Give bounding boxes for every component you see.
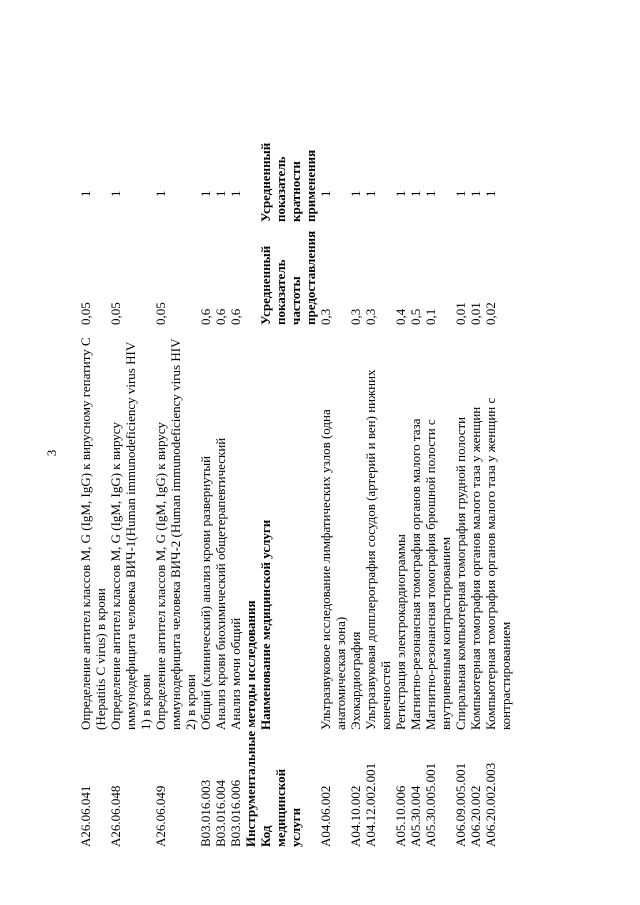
multiplicity-value: 1 bbox=[423, 190, 438, 197]
header-name: Наименование медицинской услуги bbox=[258, 519, 273, 730]
frequency-value: 0,05 bbox=[108, 302, 123, 325]
table-row bbox=[318, 47, 348, 847]
service-name: Ультразвуковое исследование лимфатических узлов (одна анатомическая зона) bbox=[318, 409, 348, 730]
multiplicity-value: 1 bbox=[228, 190, 243, 197]
multiplicity-value: 1 bbox=[78, 190, 93, 197]
services-table bbox=[78, 47, 513, 847]
service-code: A05.30.004 bbox=[408, 785, 423, 847]
multiplicity-value: 1 bbox=[363, 190, 378, 197]
frequency-value: 0,05 bbox=[78, 302, 93, 325]
service-code: A06.20.002 bbox=[468, 785, 483, 847]
multiplicity-value: 1 bbox=[108, 190, 123, 197]
header-multiplicity: Усредненный показатель кратности применения bbox=[258, 142, 318, 222]
service-name: Компьютерная томография органов малого таза у женщин с контрастированием bbox=[483, 397, 513, 730]
service-code: B03.016.004 bbox=[213, 779, 228, 847]
service-code: A26.06.048 bbox=[108, 785, 123, 847]
frequency-value: 0,02 bbox=[483, 302, 498, 325]
service-code: A04.10.002 bbox=[348, 785, 363, 847]
service-name: Анализ крови биохимический общетерапевтический bbox=[213, 437, 228, 730]
service-name: Эхокардиография bbox=[348, 631, 363, 730]
table-row bbox=[108, 47, 153, 847]
multiplicity-value: 1 bbox=[348, 190, 363, 197]
service-name: Спиральная компьютерная томография грудной полости bbox=[453, 416, 468, 730]
frequency-value: 0,6 bbox=[213, 308, 228, 325]
frequency-value: 0,01 bbox=[453, 302, 468, 325]
service-name: Магнитно-резонансная томография брюшной полости с внутривенным контрастированием bbox=[423, 419, 453, 730]
table-row bbox=[393, 47, 408, 847]
multiplicity-value: 1 bbox=[198, 190, 213, 197]
table-row bbox=[408, 47, 423, 847]
service-name: Компьютерная томография органов малого таза у женщин bbox=[468, 406, 483, 730]
service-name: Ультразвуковая допплерография сосудов (артерий и вен) нижних конечностей bbox=[363, 369, 393, 730]
service-code: A26.06.049 bbox=[153, 785, 168, 847]
service-code: A04.12.002.001 bbox=[363, 762, 378, 847]
table-row bbox=[213, 47, 228, 847]
service-code: A06.09.005.001 bbox=[453, 762, 468, 847]
service-name: Регистрация электрокардиограммы bbox=[393, 534, 408, 730]
service-name: Анализ мочи общий bbox=[228, 617, 243, 730]
multiplicity-value: 1 bbox=[468, 190, 483, 197]
table-row bbox=[78, 47, 108, 847]
service-code: A05.30.005.001 bbox=[423, 762, 438, 847]
service-name: Общий (клинический) анализ крови развернутый bbox=[198, 455, 213, 730]
table-row bbox=[198, 47, 213, 847]
multiplicity-value: 1 bbox=[408, 190, 423, 197]
service-code: B03.016.006 bbox=[228, 779, 243, 847]
frequency-value: 0,3 bbox=[318, 308, 333, 325]
frequency-value: 0,6 bbox=[198, 308, 213, 325]
frequency-value: 0,1 bbox=[423, 308, 438, 325]
frequency-value: 0,05 bbox=[153, 302, 168, 325]
service-name: Определение антител классов M, G (IgM, IgG) к вирусу иммунодефицита человека ВИЧ-2 (Human immunodeficiency virus HIV 2) в крови bbox=[153, 338, 198, 730]
table-row bbox=[348, 47, 363, 847]
multiplicity-value: 1 bbox=[318, 190, 333, 197]
frequency-value: 0,5 bbox=[408, 308, 423, 325]
header-frequency: Усредненный показатель частоты предоставления bbox=[258, 230, 318, 325]
section-title: Инструментальные методы исследования bbox=[243, 600, 258, 847]
frequency-value: 0,3 bbox=[348, 308, 363, 325]
service-code: A06.20.002.003 bbox=[483, 762, 498, 847]
multiplicity-value: 1 bbox=[213, 190, 228, 197]
table-row bbox=[363, 47, 393, 847]
table-row bbox=[153, 47, 198, 847]
section-heading-row bbox=[243, 47, 258, 847]
table-row bbox=[453, 47, 468, 847]
service-name: Определение антител классов M, G (IgM, IgG) к вирусному гепатиту C (Hepatitis C virus) в крови bbox=[78, 337, 108, 730]
page-number: 3 bbox=[44, 449, 59, 457]
service-code: B03.016.003 bbox=[198, 779, 213, 847]
table-row bbox=[468, 47, 483, 847]
frequency-value: 0,6 bbox=[228, 308, 243, 325]
multiplicity-value: 1 bbox=[393, 190, 408, 197]
table-header bbox=[258, 47, 318, 847]
table-row bbox=[228, 47, 243, 847]
multiplicity-value: 1 bbox=[453, 190, 468, 197]
multiplicity-value: 1 bbox=[153, 190, 168, 197]
multiplicity-value: 1 bbox=[483, 190, 498, 197]
frequency-value: 0,01 bbox=[468, 302, 483, 325]
table-row bbox=[483, 47, 513, 847]
service-code: A05.10.006 bbox=[393, 785, 408, 847]
service-code: A26.06.041 bbox=[78, 785, 93, 847]
frequency-value: 0,4 bbox=[393, 308, 408, 325]
table-row bbox=[423, 47, 453, 847]
service-name: Определение антител классов M, G (IgM, IgG) к вирусу иммунодефицита человека ВИЧ-1(Human immunodeficiency virus HIV 1) в крови bbox=[108, 342, 153, 730]
service-name: Магнитно-резонансная томография органов малого таза bbox=[408, 418, 423, 730]
frequency-value: 0,3 bbox=[363, 308, 378, 325]
service-code: A04.06.002 bbox=[318, 785, 333, 847]
header-code: Код медицинской услуги bbox=[258, 768, 303, 847]
